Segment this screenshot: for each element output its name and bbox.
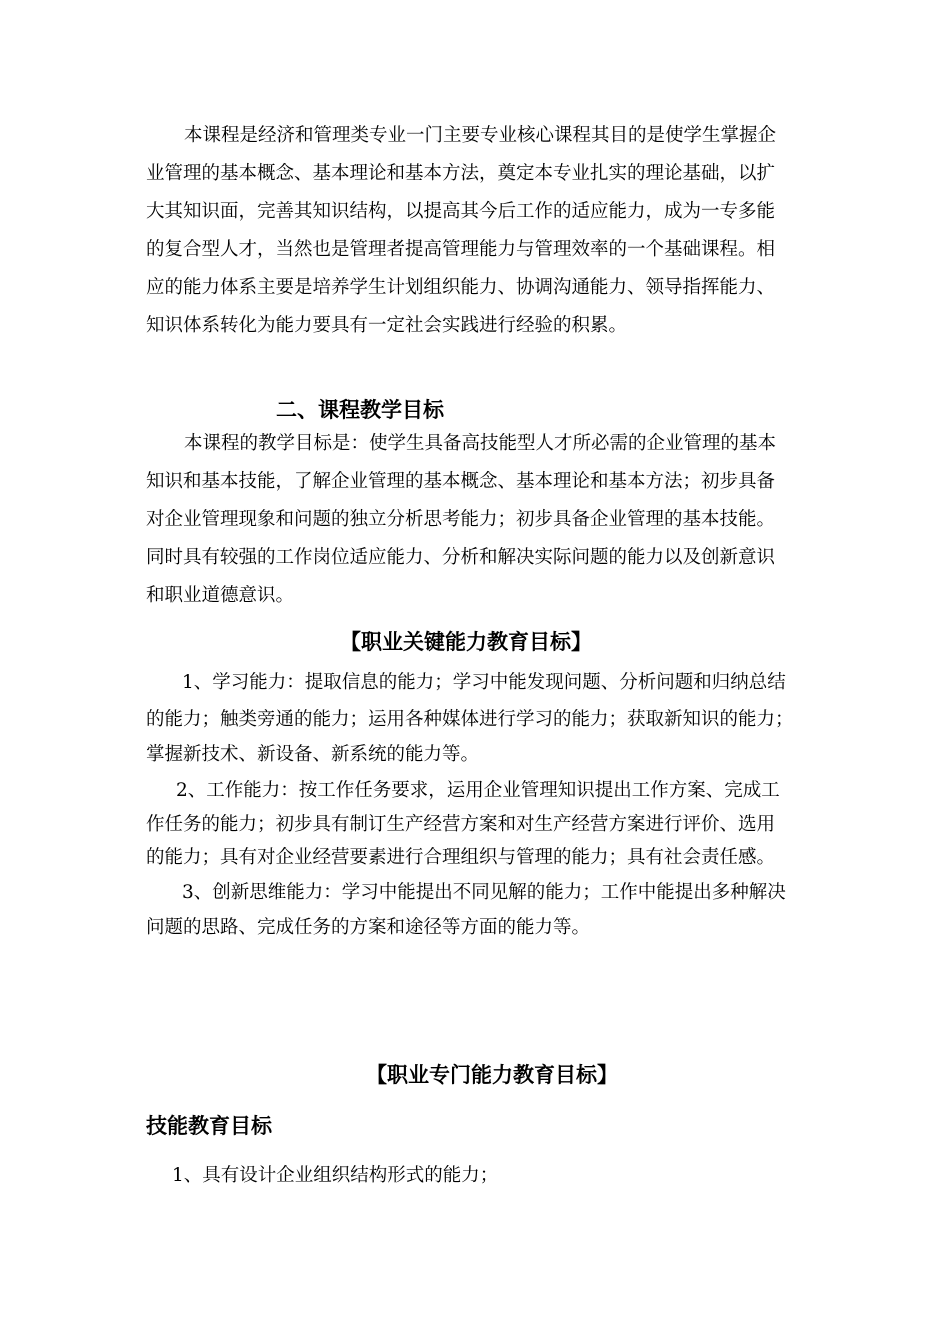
goals-line-1: 本课程的教学目标是：使学生具备高技能型人才所必需的企业管理的基本 [184, 433, 777, 454]
key-item1-line-1: 1、学习能力：提取信息的能力；学习中能发现问题、分析问题和归纳总结 [182, 672, 786, 693]
intro-line-2: 业管理的基本概念、基本理论和基本方法，奠定本专业扎实的理论基础，以扩 [146, 163, 776, 184]
special-item1-line: 1、具有设计企业组织结构形式的能力； [172, 1165, 499, 1186]
key-item3-line-1: 3、创新思维能力：学习中能提出不同见解的能力；工作中能提出多种解决 [182, 882, 786, 903]
goals-line-3: 对企业管理现象和问题的独立分析思考能力；初步具备企业管理的基本技能。 [146, 509, 776, 530]
key-item1-line-3: 掌握新技术、新设备、新系统的能力等。 [146, 744, 480, 765]
key-abilities-heading: 【职业关键能力教育目标】 [340, 630, 592, 654]
intro-line-5: 应的能力体系主要是培养学生计划组织能力、协调沟通能力、领导指挥能力、 [146, 277, 776, 298]
goals-line-5: 和职业道德意识。 [146, 585, 295, 606]
intro-line-3: 大其知识面，完善其知识结构，以提高其今后工作的适应能力，成为一专多能 [146, 201, 776, 222]
special-abilities-heading: 【职业专门能力教育目标】 [366, 1063, 618, 1087]
key-item1-line-2: 的能力；触类旁通的能力；运用各种媒体进行学习的能力；获取新知识的能力； [146, 709, 794, 730]
skills-goal-subheading: 技能教育目标 [146, 1114, 272, 1138]
intro-line-1: 本课程是经济和管理类专业一门主要专业核心课程其目的是使学生掌握企 [184, 125, 777, 146]
key-item3-line-2: 问题的思路、完成任务的方案和途径等方面的能力等。 [146, 917, 591, 938]
key-item2-line-1: 2、工作能力：按工作任务要求，运用企业管理知识提出工作方案、完成工 [176, 780, 780, 801]
goals-line-2: 知识和基本技能，了解企业管理的基本概念、基本理论和基本方法；初步具备 [146, 471, 776, 492]
key-item2-line-3: 的能力；具有对企业经营要素进行合理组织与管理的能力；具有社会责任感。 [146, 847, 776, 868]
goals-line-4: 同时具有较强的工作岗位适应能力、分析和解决实际问题的能力以及创新意识 [146, 547, 776, 568]
intro-line-6: 知识体系转化为能力要具有一定社会实践进行经验的积累。 [146, 315, 628, 336]
key-item2-line-2: 作任务的能力；初步具有制订生产经营方案和对生产经营方案进行评价、选用 [146, 814, 776, 835]
intro-line-4: 的复合型人才，当然也是管理者提高管理能力与管理效率的一个基础课程。相 [146, 239, 776, 260]
section-heading-teaching-goals: 二、课程教学目标 [276, 398, 444, 422]
